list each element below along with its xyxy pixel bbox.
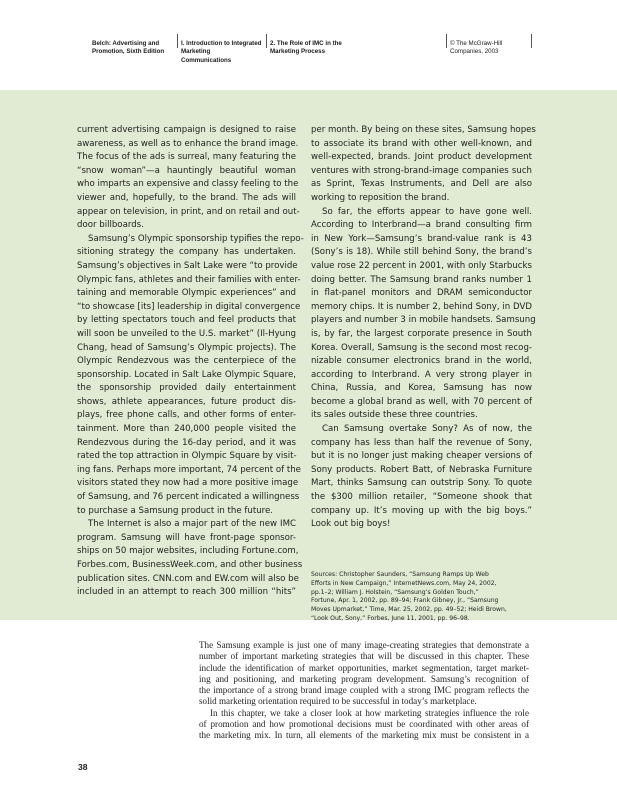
chapter-body-text: The Samsung example is just one of many image-creating strategies that demonstrate a number of important marketing strategies that will be discussed in this chapter. These include the identification of market opportunities, market segmentation, target market- ing and positioning, and marketing program development. Samsung’s recognition of the importance of a strong brand image coupled with a strong IMC program reflects the solid marketing orientation required to be successful in today’s marketplace. In this chapter, we take a closer look at how marketing strategies influence the role of promotion and how promotional decisions must be coordinated with other areas of the marketing mix. In turn, all elements of the marketing mix must be consistent in a bbox=[199, 640, 529, 741]
running-header bbox=[0, 0, 617, 90]
header-book-title: Belch: Advertising and Promotion, Sixth Edition bbox=[92, 40, 165, 56]
sidebar-sources: Sources: Christopher Saunders, “Samsung Ramps Up Web Efforts in New Campaign,” InternetNews.com, May 24, 2002, pp.1–2; William J. Holstein, “Samsung’s Golden Touch,” Fortune, Apr. 1, 2002, pp. 89–94; Frank Gibney, Jr., “Samsung Moves Upmarket,” Time, Mar. 25, 2002, pp. 49–52; Heidi Brown, “Look Out, Sony,” Forbes, June 11, 2001, pp. 96–98. bbox=[311, 571, 507, 622]
header-chapter-title: 2. The Role of IMC in the Marketing Process bbox=[270, 40, 342, 56]
sidebar-right-column: per month. By being on these sites, Samsung hopes to associate its brand with other well-known, and well-expected, brands. Joint product development ventures with strong-brand-image companies such as Sprint, Texas Instruments, and Dell are also working to reposition the brand. So far, the efforts appear to have gone well. According to Interbrand—a brand consulting firm in New York—Samsung’s brand-value rank is 43 (Sony’s is 18). While still behind Sony, the brand’s value rose 22 percent in 2001, with only Starbucks doing better. The Samsung brand ranks number 1 in flat-panel monitors and DRAM semiconductor memory chips. It is number 2, behind Sony, in DVD players and number 3 in mobile handsets. Samsung is, by far, the largest corporate presence in South Korea. Overall, Samsung is the second most recog- nizable consumer electronics brand in the world, according to Interbrand. A very strong player in China, Russia, and Korea, Samsung has now become a global brand as well, with 70 percent of its sales outside these three countries. Can Samsung overtake Sony? As of now, the company has less than half the revenue of Sony, but it is no longer just making cheaper versions of Sony products. Robert Batt, of Nebraska Furniture Mart, thinks Samsung can outstrip Sony. To quote the $300 million retailer, “Someone shook that company up. It’s moving up with the big boys.” Look out big boys! bbox=[311, 125, 536, 530]
page-number: 38 bbox=[78, 762, 88, 772]
header-divider bbox=[177, 34, 178, 48]
header-part-title: I. Introduction to Integrated Marketing Communications bbox=[181, 40, 262, 64]
header-divider bbox=[531, 34, 532, 48]
sidebar-left-column: current advertising campaign is designed to raise awareness, as well as to enhance the brand image. The focus of the ads is surreal, many featuring the “snow woman”—a hauntingly beautiful woman who imparts an expensive and classy feeling to the viewer and, hopefully, to the brand. The ads will appear on television, in print, and on retail and out- door billboards. Samsung’s Olympic sponsorship typifies the repo- sitioning strategy the company has undertaken. Samsung’s objectives in Salt Lake were “to provide Olympic fans, athletes and their families with enter- taining and memorable Olympic experiences” and “to showcase [its] leadership in digital convergence by letting spectators touch and feel products that will soon be unveiled to the U.S. market” (Il-Hyung Chang, head of Samsung’s Olympic projects). The Olympic Rendezvous was the centerpiece of the sponsorship. Located in Salt Lake Olympic Square, the sponsorship provided daily entertainment shows, athlete appearances, future product dis- plays, free phone calls, and other forms of enter- tainment. More than 240,000 people visited the Rendezvous during the 16-day period, and it was rated the top attraction in Olympic Square by visit- ing fans. Perhaps more important, 74 percent of the visitors stated they now had a more positive image of Samsung, and 76 percent indicated a willingness to purchase a Samsung product in the future. The Internet is also a major part of the new IMC program. Samsung will have front-page sponsor- ships on 50 major websites, including Fortune.com, Forbes.com, BusinessWeek.com, and other business publication sites. CNN.com and EW.com will also be included in an attempt to reach 300 million “hits” bbox=[77, 125, 304, 598]
header-copyright: © The McGraw-Hill Companies, 2003 bbox=[450, 40, 503, 56]
header-divider bbox=[266, 34, 267, 48]
header-divider bbox=[446, 34, 447, 48]
